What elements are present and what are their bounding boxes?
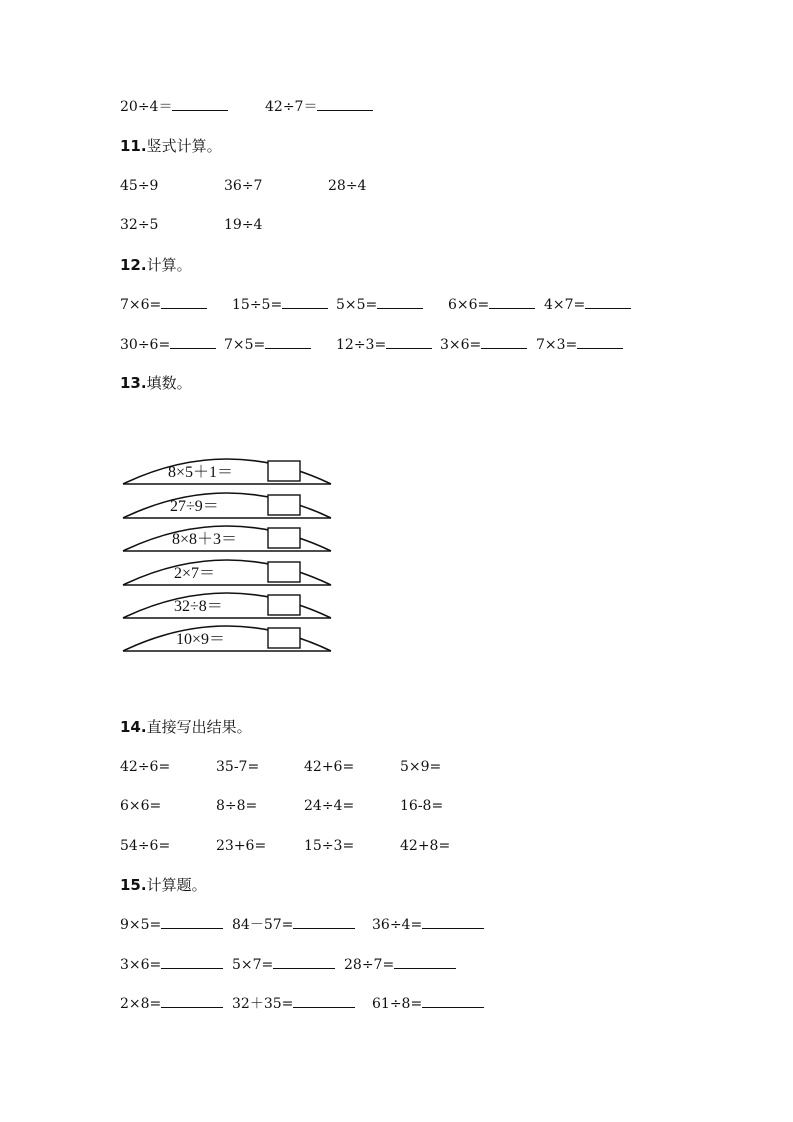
answer-blank[interactable] (265, 335, 311, 349)
answer-blank[interactable] (161, 955, 223, 969)
answer-box[interactable] (268, 528, 300, 548)
q11-problem: 36÷7 (224, 178, 263, 194)
section-12-heading: 12.计算。 (120, 256, 192, 274)
q14-problem: 24÷4= (304, 798, 355, 814)
q15-problem: 84－57= (232, 915, 355, 934)
arch-expression: 8×5＋1＝ (168, 464, 234, 481)
section-11-heading: 11.竖式计算。 (120, 137, 222, 155)
q12-problem: 7×3= (536, 335, 623, 354)
q12-problem: 15÷5= (232, 295, 328, 314)
q12-problem: 30÷6= (120, 335, 216, 354)
section-13-heading: 13.填数。 (120, 374, 192, 392)
answer-blank[interactable] (172, 97, 228, 111)
arch-expression: 2×7＝ (174, 565, 216, 582)
q15-problem: 36÷4= (372, 915, 484, 934)
answer-blank[interactable] (161, 915, 223, 929)
answer-blank[interactable] (481, 335, 527, 349)
arch-expression: 8×8＋3＝ (172, 531, 238, 548)
q14-problem: 54÷6= (120, 838, 171, 854)
arch-expression: 27÷9＝ (170, 498, 219, 515)
answer-blank[interactable] (422, 994, 484, 1008)
q12-problem: 7×6= (120, 295, 207, 314)
q15-problem: 3×6= (120, 955, 223, 974)
q15-problem: 9×5= (120, 915, 223, 934)
q12-problem: 4×7= (544, 295, 631, 314)
q14-problem: 5×9= (400, 759, 442, 775)
answer-blank[interactable] (422, 915, 484, 929)
stacked-arch-figure (120, 450, 334, 655)
top-problem-1: 20÷4＝ (120, 97, 228, 116)
q14-problem: 42+8= (400, 838, 451, 854)
answer-box[interactable] (268, 595, 300, 615)
top-problem-2: 42÷7＝ (265, 97, 373, 116)
q11-problem: 28÷4 (328, 178, 367, 194)
q12-problem: 6×6= (448, 295, 535, 314)
answer-blank[interactable] (386, 335, 432, 349)
answer-box[interactable] (268, 562, 300, 582)
q14-problem: 16-8= (400, 798, 444, 814)
answer-blank[interactable] (577, 335, 623, 349)
answer-blank[interactable] (161, 994, 223, 1008)
answer-blank[interactable] (273, 955, 335, 969)
answer-blank[interactable] (377, 295, 423, 309)
q14-problem: 42+6= (304, 759, 355, 775)
q14-problem: 35-7= (216, 759, 260, 775)
q12-problem: 5×5= (336, 295, 423, 314)
answer-blank[interactable] (293, 915, 355, 929)
q11-problem: 45÷9 (120, 178, 159, 194)
answer-blank[interactable] (161, 295, 207, 309)
section-15-heading: 15.计算题。 (120, 876, 207, 894)
q15-problem: 2×8= (120, 994, 223, 1013)
q14-problem: 23+6= (216, 838, 267, 854)
q12-problem: 7×5= (224, 335, 311, 354)
answer-box[interactable] (268, 628, 300, 648)
q11-problem: 32÷5 (120, 217, 159, 233)
answer-blank[interactable] (293, 994, 355, 1008)
q15-problem: 61÷8= (372, 994, 484, 1013)
q12-problem: 12÷3= (336, 335, 432, 354)
q15-problem: 28÷7= (344, 955, 456, 974)
answer-blank[interactable] (282, 295, 328, 309)
q15-problem: 32＋35= (232, 994, 355, 1013)
q14-problem: 42÷6= (120, 759, 171, 775)
q15-problem: 5×7= (232, 955, 335, 974)
arch-expression: 10×9＝ (176, 631, 226, 648)
q14-problem: 15÷3= (304, 838, 355, 854)
q14-problem: 8÷8= (216, 798, 258, 814)
arch-expression: 32÷8＝ (174, 598, 223, 615)
answer-blank[interactable] (489, 295, 535, 309)
answer-blank[interactable] (317, 97, 373, 111)
section-14-heading: 14.直接写出结果。 (120, 718, 252, 736)
q14-problem: 6×6= (120, 798, 162, 814)
answer-blank[interactable] (394, 955, 456, 969)
answer-box[interactable] (268, 495, 300, 515)
answer-blank[interactable] (585, 295, 631, 309)
answer-box[interactable] (268, 461, 300, 481)
answer-blank[interactable] (170, 335, 216, 349)
q12-problem: 3×6= (440, 335, 527, 354)
q11-problem: 19÷4 (224, 217, 263, 233)
